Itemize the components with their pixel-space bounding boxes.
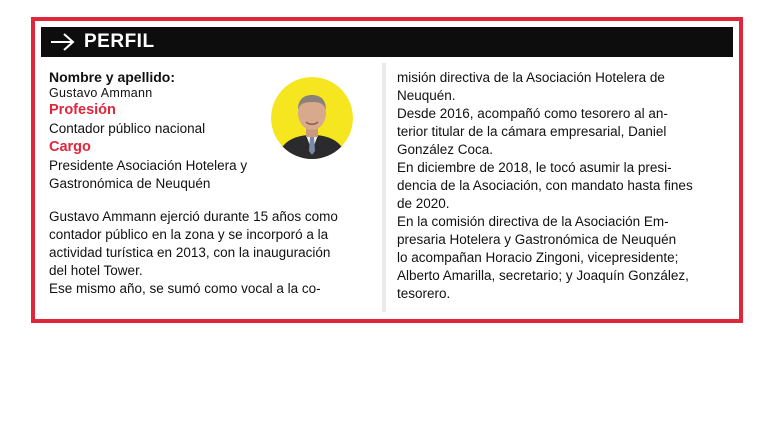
name-label: Nombre y apellido:	[49, 69, 176, 85]
header-bar	[41, 27, 733, 57]
body-line: actividad turística en 2013, con la inauguración	[49, 245, 331, 260]
column-divider	[382, 63, 386, 312]
body-line: Neuquén.	[397, 88, 456, 103]
body-line: de 2020.	[397, 196, 450, 211]
position-line: Presidente Asociación Hotelera y	[49, 158, 248, 173]
body-line: Desde 2016, acompañó como tesorero al an-	[397, 106, 668, 121]
profession-value: Contador público nacional	[49, 121, 206, 136]
body-line: contador público en la zona y se incorporó a la	[49, 227, 329, 242]
body-line: En diciembre de 2018, le tocó asumir la presi-	[397, 160, 672, 175]
portrait-photo	[271, 77, 353, 159]
body-line: dencia de la Asociación, con mandato hasta fines	[397, 178, 693, 193]
profile-box	[31, 17, 743, 323]
body-line: En la comisión directiva de la Asociación Em-	[397, 214, 669, 229]
body-line: Alberto Amarilla, secretario; y Joaquín González,	[397, 268, 689, 283]
profession-label: Profesión	[49, 102, 116, 118]
position-label: Cargo	[49, 139, 91, 155]
body-line: tesorero.	[397, 286, 451, 301]
body-line: presaria Hotelera y Gastronómica de Neuquén	[397, 232, 677, 247]
body-line: lo acompañan Horacio Zingoni, vicepresidente;	[397, 250, 679, 265]
header-title: PERFIL	[84, 31, 155, 52]
position-line: Gastronómica de Neuquén	[49, 176, 211, 191]
body-line: misión directiva de la Asociación Hotelera de	[397, 70, 665, 85]
body-line: Gustavo Ammann ejerció durante 15 años como	[49, 209, 338, 224]
body-line: Ese mismo año, se sumó como vocal a la co-	[49, 281, 321, 296]
person-name: Gustavo Ammann	[49, 86, 153, 100]
body-line: González Coca.	[397, 142, 494, 157]
body-line: terior titular de la cámara empresarial, Daniel	[397, 124, 667, 139]
arrow-right-icon	[49, 30, 77, 54]
body-line: del hotel Tower.	[49, 263, 143, 278]
right-column	[397, 69, 727, 303]
